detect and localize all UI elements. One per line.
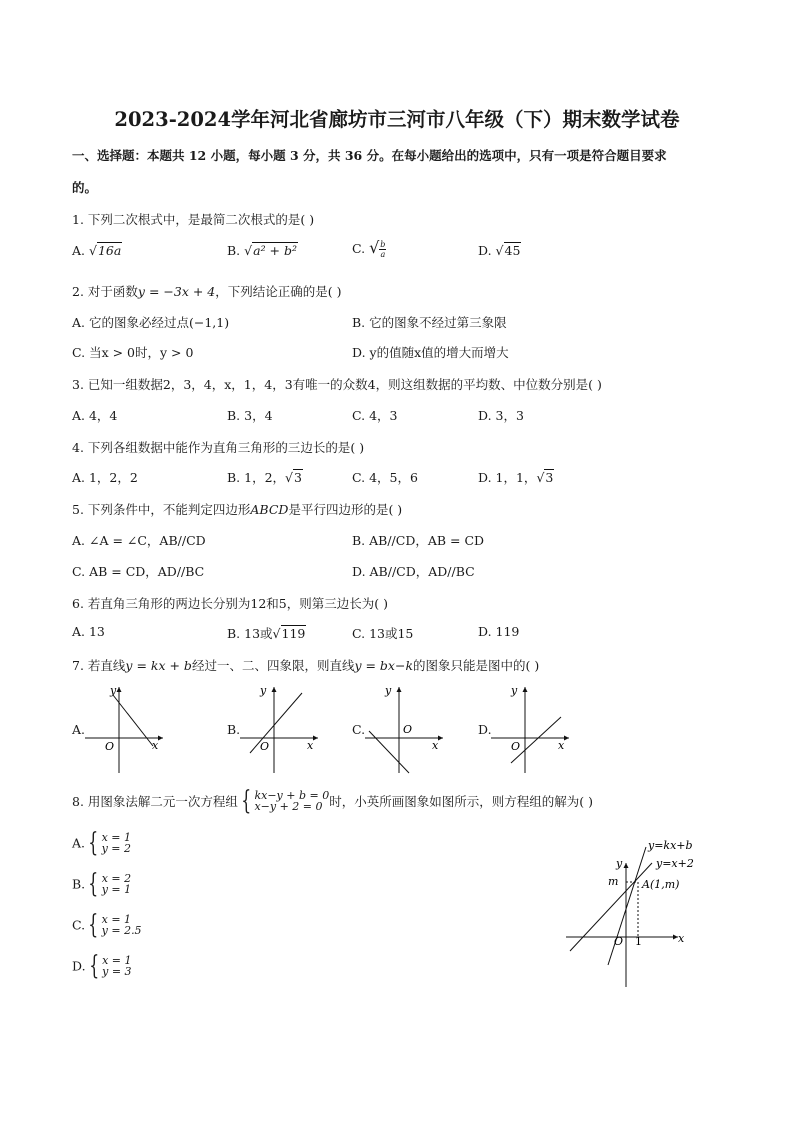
- origin-label: O: [614, 935, 624, 948]
- q1-d-radicand: 45: [504, 243, 521, 258]
- q7-stem: [72, 656, 539, 674]
- arrow-head: [438, 736, 443, 741]
- q8-option-c: [72, 912, 142, 938]
- origin-label: O: [105, 740, 115, 753]
- q6-b-pre: B. 13或: [227, 626, 273, 641]
- q4-d-pre: D. 1，1，: [478, 470, 537, 485]
- q2-stem-pre: 2. 对于函数: [72, 284, 138, 299]
- arrow-head: [523, 687, 528, 692]
- graph-line: [369, 731, 409, 773]
- x-axis-label: x: [307, 739, 314, 752]
- q1-d-label: D.: [478, 243, 492, 258]
- arrow-head: [117, 687, 122, 692]
- m-label: m: [608, 875, 619, 888]
- q8-figure: [560, 835, 710, 995]
- q8-option-a: [72, 830, 131, 856]
- q2-function: y = −3x + 4: [137, 284, 216, 299]
- left-brace: {: [88, 869, 99, 899]
- q2-option-d: D. y的值随x值的增大而增大: [352, 345, 509, 360]
- q4-b-pre: B. 1，2，: [227, 470, 286, 485]
- q5-option-c: C. AB = CD，AD//BC: [72, 564, 205, 579]
- solution-pair: [102, 914, 142, 936]
- q1-b-radicand: a² + b²: [253, 243, 298, 258]
- q3-option-b: B. 3，4: [227, 408, 273, 423]
- q4-option-c: C. 4，5，6: [352, 470, 418, 485]
- q7-option-a-label: A.: [72, 722, 86, 737]
- q8-d-label: D.: [72, 958, 86, 974]
- sqrt-3: √3: [285, 470, 302, 485]
- point-a-label: A(1,m): [642, 878, 680, 891]
- solution-pair: [102, 873, 131, 895]
- q8-a-label: A.: [72, 835, 86, 851]
- q1-c-den: a: [380, 250, 386, 259]
- graph-line: [250, 693, 302, 753]
- q6-option-c: C. 13或15: [352, 626, 414, 641]
- q7-graph-d: [491, 683, 571, 775]
- page-title: 2023-2024学年河北省廊坊市三河市八年级（下）期末数学试卷: [114, 108, 680, 131]
- q1-option-c: C. √ $\frac{b}{a}$: [352, 238, 386, 259]
- y-axis-label: y: [385, 684, 392, 697]
- arrow-head: [564, 736, 569, 741]
- q3-option-a: A. 4，4: [72, 408, 118, 423]
- q7-graph-a: [85, 683, 165, 775]
- q1-option-b: [227, 243, 298, 258]
- y-axis-label: y: [260, 684, 267, 697]
- sqrt-119: √119: [272, 626, 306, 641]
- q8-b-label: B.: [72, 876, 86, 892]
- arrow-head: [313, 736, 318, 741]
- q1-stem: 1. 下列二次根式中，是最简二次根式的是( ): [72, 212, 315, 227]
- y-axis-label: y: [110, 684, 117, 697]
- left-brace: {: [88, 910, 99, 940]
- q5-stem-post: 是平行四边形的是( ): [288, 502, 403, 517]
- arrow-head: [397, 687, 402, 692]
- x-axis-label: x: [152, 739, 159, 752]
- q1-c-num: b: [380, 240, 386, 249]
- q7-option-b-label: B.: [227, 722, 241, 737]
- q7-stem-mid: 经过一、二、四象限，则直线: [191, 658, 355, 673]
- q8-stem-pre: 8. 用图象法解二元一次方程组: [72, 794, 238, 809]
- q6-stem: 6. 若直角三角形的两边长分别为12和5，则第三边长为( ): [72, 596, 388, 611]
- q4-b-radicand: 3: [294, 470, 302, 485]
- q1-a-radicand: 16a: [97, 243, 122, 258]
- x-axis-label: x: [432, 739, 439, 752]
- y-axis-label: y: [616, 857, 623, 870]
- q5-option-b: B. AB//CD，AB = CD: [352, 533, 485, 548]
- fraction-b-over-a: [379, 240, 386, 259]
- left-brace: {: [241, 786, 252, 816]
- q1-option-d: [478, 243, 521, 258]
- equation-2: x−y + 2 = 0: [254, 800, 323, 813]
- q8-c-label: C.: [72, 917, 86, 933]
- sqrt-a2-b2: √a² + b²: [244, 243, 298, 258]
- q1-c-label: C.: [352, 241, 366, 256]
- q7-graph-c: [365, 683, 445, 775]
- q6-b-radicand: 119: [281, 626, 306, 641]
- q7-stem-post: 的图象只能是图中的( ): [413, 658, 540, 673]
- solution-x: x = 1: [102, 954, 132, 967]
- tick-label-1: 1: [635, 935, 642, 948]
- q4-option-b: [227, 468, 303, 486]
- solution-y: y = 2: [101, 842, 131, 855]
- q7-stem-pre: 7. 若直线: [72, 658, 126, 673]
- q4-option-a: A. 1，2，2: [72, 470, 138, 485]
- q1-b-label: B.: [227, 243, 241, 258]
- x-axis-label: x: [678, 932, 685, 945]
- q3-option-d: D. 3，3: [478, 408, 524, 423]
- q7-line2: y = bx−k: [354, 658, 414, 673]
- origin-label: O: [511, 740, 521, 753]
- q7-option-d-label: D.: [478, 722, 492, 737]
- q8-option-d: [72, 953, 132, 979]
- q7-graph-b: [240, 683, 320, 775]
- q6-option-b: [227, 624, 306, 642]
- arrow-head: [272, 687, 277, 692]
- q2-option-a: A. 它的图象必经过点(−1,1): [72, 315, 230, 330]
- q2-stem: [72, 282, 341, 300]
- q4-stem: 4. 下列各组数据中能作为直角三角形的三边长的是( ): [72, 440, 365, 455]
- sqrt-3: √3: [536, 470, 554, 485]
- equation-1: kx−y + b = 0: [254, 789, 330, 802]
- solution-y: y = 1: [101, 883, 132, 896]
- q8-option-b: [72, 871, 131, 897]
- left-brace: {: [88, 951, 99, 981]
- q6-option-d: D. 119: [478, 624, 520, 639]
- line2-label: y=x+2: [656, 857, 694, 870]
- q5-stem: [72, 500, 402, 518]
- solution-x: x = 2: [101, 872, 132, 885]
- arrow-head: [158, 736, 163, 741]
- y-axis-label: y: [511, 684, 518, 697]
- line1-label: y=kx+b: [648, 839, 693, 852]
- q4-option-d: [478, 468, 554, 486]
- q7-option-c-label: C.: [352, 722, 366, 737]
- q5-quadrilateral: ABCD: [250, 502, 289, 517]
- solution-y: y = 2.5: [101, 924, 142, 937]
- q1-a-label: A.: [72, 243, 86, 258]
- left-brace: {: [88, 828, 99, 858]
- solution-pair: [102, 832, 131, 854]
- solution-y: y = 3: [102, 965, 132, 978]
- section-header-line2: 的。: [72, 180, 98, 195]
- q2-stem-post: ，下列结论正确的是( ): [215, 284, 342, 299]
- q2-option-c: C. 当x > 0时，y > 0: [72, 345, 194, 360]
- sqrt-45: √45: [495, 243, 521, 258]
- q4-d-radicand: 3: [545, 470, 554, 485]
- q6-option-a: A. 13: [72, 624, 105, 639]
- x-axis-label: x: [558, 739, 565, 752]
- solution-pair: [102, 955, 131, 977]
- q7-line1: y = kx + b: [125, 658, 192, 673]
- origin-label: O: [260, 740, 270, 753]
- equation-system: [254, 790, 329, 812]
- q5-option-a: A. ∠A = ∠C，AB//CD: [72, 533, 206, 548]
- q3-option-c: C. 4，3: [352, 408, 398, 423]
- q3-stem: 3. 已知一组数据2，3，4，x，1，4，3有唯一的众数4，则这组数据的平均数、中位数分别是( ): [72, 377, 602, 392]
- q5-stem-pre: 5. 下列条件中，不能判定四边形: [72, 502, 251, 517]
- section-header-line1: 一、选择题：本题共 12 小题，每小题 3 分，共 36 分。在每小题给出的选项中，只有一项是符合题目要求: [72, 148, 667, 163]
- q8-stem-post: 时，小英所画图象如图所示，则方程组的解为( ): [329, 794, 593, 809]
- q1-option-a: [72, 243, 122, 258]
- q5-option-d: D. AB//CD，AD//BC: [352, 564, 475, 579]
- origin-label: O: [403, 723, 413, 736]
- solution-x: x = 1: [101, 913, 132, 926]
- q8-stem: [72, 788, 593, 814]
- arrow-head: [624, 863, 629, 868]
- q2-option-b: B. 它的图象不经过第三象限: [352, 315, 507, 330]
- sqrt-16a: √16a: [89, 243, 122, 258]
- solution-x: x = 1: [101, 831, 131, 844]
